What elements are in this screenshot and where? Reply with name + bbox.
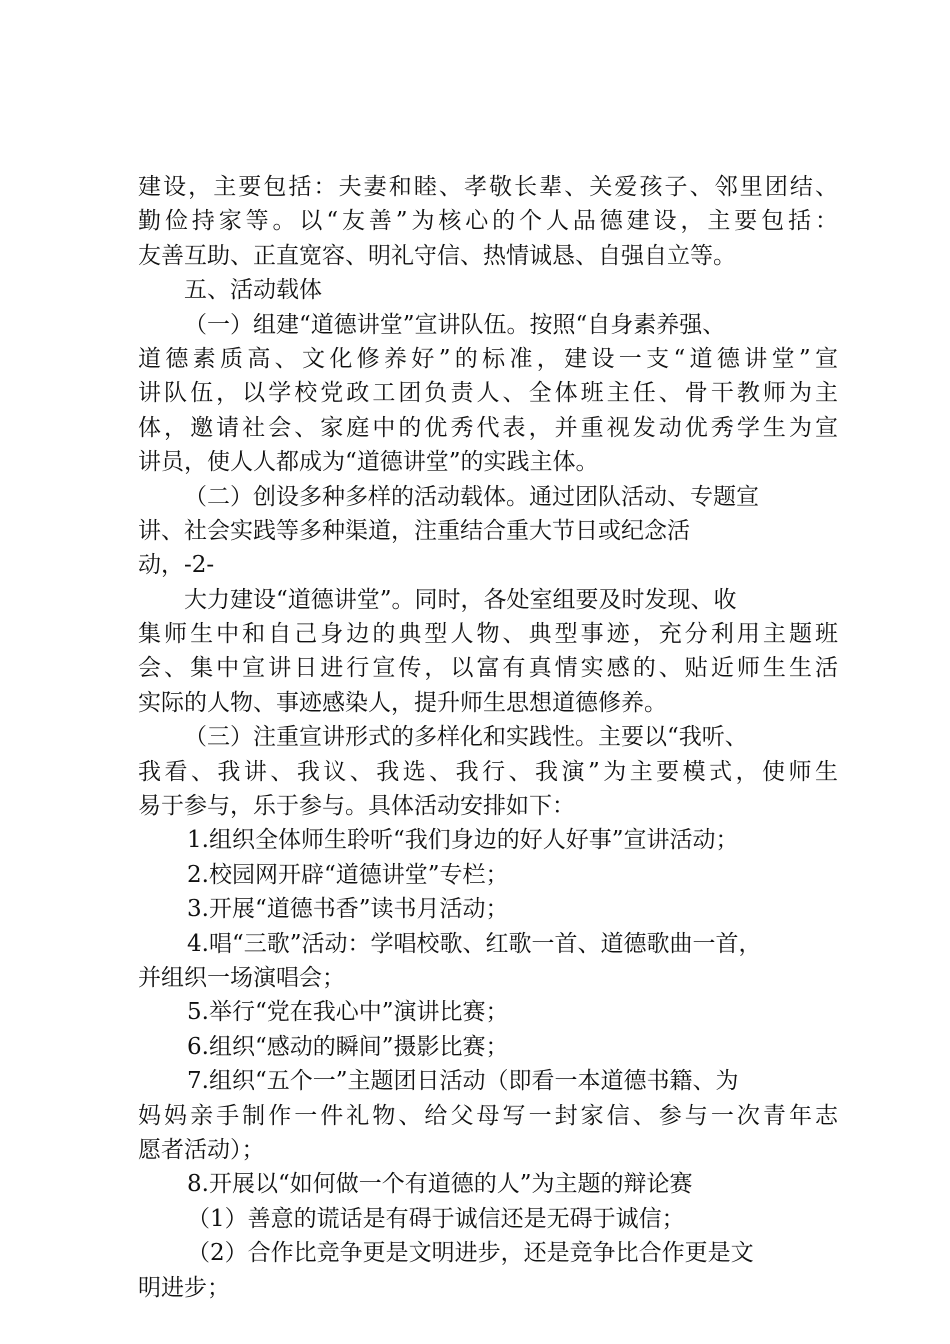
list-item: 7.组织“五个一”主题团日活动（即看一本道德书籍、为 (187, 1068, 739, 1095)
text-line-with-page-number (138, 548, 838, 582)
text-line: 讲队伍，以学校党政工团负责人、全体班主任、骨干教师为主 (138, 380, 838, 407)
text-line: 会、集中宣讲日进行宣传，以富有真情实感的、贴近师生生活 (138, 655, 838, 682)
list-item: 4.唱“三歌”活动：学唱校歌、红歌一首、道德歌曲一首， (187, 930, 762, 957)
text-line: 讲员，使人人都成为“道德讲堂”的实践主体。 (138, 449, 599, 476)
text-line: （二）创设多种多样的活动载体。通过团队活动、专题宣 (184, 483, 759, 510)
text-line: 明进步； (138, 1274, 230, 1301)
sub-list-item: （1）善意的谎话是有碍于诚信还是无碍于诚信； (187, 1205, 685, 1232)
text-line: 愿者活动）； (138, 1136, 265, 1163)
list-item: 1.组织全体师生聆听“我们身边的好人好事”宣讲活动； (187, 827, 739, 854)
sub-list-item: （2）合作比竞争更是文明进步，还是竞争比合作更是文 (187, 1240, 754, 1267)
document-body (138, 170, 838, 1305)
list-item: 3.开展“道德书香”读书月活动； (187, 896, 509, 923)
text-line: 道德素质高、文化修养好”的标准，建设一支“道德讲堂”宣 (138, 345, 838, 372)
text-line: 易于参与，乐于参与。具体活动安排如下： (138, 793, 575, 820)
text-line: 集师生中和自己身边的典型人物、典型事迹，充分利用主题班 (138, 621, 838, 648)
list-item: 2.校园网开辟“道德讲堂”专栏； (187, 861, 509, 888)
text-line: 建设，主要包括：夫妻和睦、孝敬长辈、关爱孩子、邻里团结、 (138, 174, 838, 200)
list-item: 8.开展以“如何做一个有道德的人”为主题的辩论赛 (187, 1171, 693, 1198)
text-line: 我看、我讲、我议、我选、我行、我演”为主要模式，使师生 (138, 758, 838, 785)
text-line: （三）注重宣讲形式的多样化和实践性。主要以“我听、 (184, 724, 748, 751)
list-item: 5.举行“党在我心中”演讲比赛； (187, 999, 509, 1026)
list-item: 6.组织“感动的瞬间”摄影比赛； (187, 1033, 509, 1060)
text-line: 大力建设“道德讲堂”。同时，各处室组要及时发现、收 (184, 586, 737, 613)
text-line: 友善互助、正直宽容、明礼守信、热情诚恳、自强自立等。 (138, 242, 736, 269)
text-line: 勤俭持家等。以“友善”为核心的个人品德建设，主要包括： (138, 208, 838, 235)
text-line: （一）组建“道德讲堂”宣讲队伍。按照“自身素养强、 (184, 311, 726, 338)
text-line: 体，邀请社会、家庭中的优秀代表，并重视发动优秀学生为宣 (138, 414, 838, 441)
section-heading: 五、活动载体 (184, 277, 322, 304)
page-number: -2- (184, 552, 215, 579)
text-line: 妈妈亲手制作一件礼物、给父母写一封家信、参与一次青年志 (138, 1102, 838, 1129)
text-line: 实际的人物、事迹感染人，提升师生思想道德修养。 (138, 689, 667, 716)
text-fragment: 动， (138, 552, 184, 579)
text-line: 并组织一场演唱会； (138, 964, 345, 991)
text-line: 讲、社会实践等多种渠道，注重结合重大节日或纪念活 (138, 517, 690, 544)
